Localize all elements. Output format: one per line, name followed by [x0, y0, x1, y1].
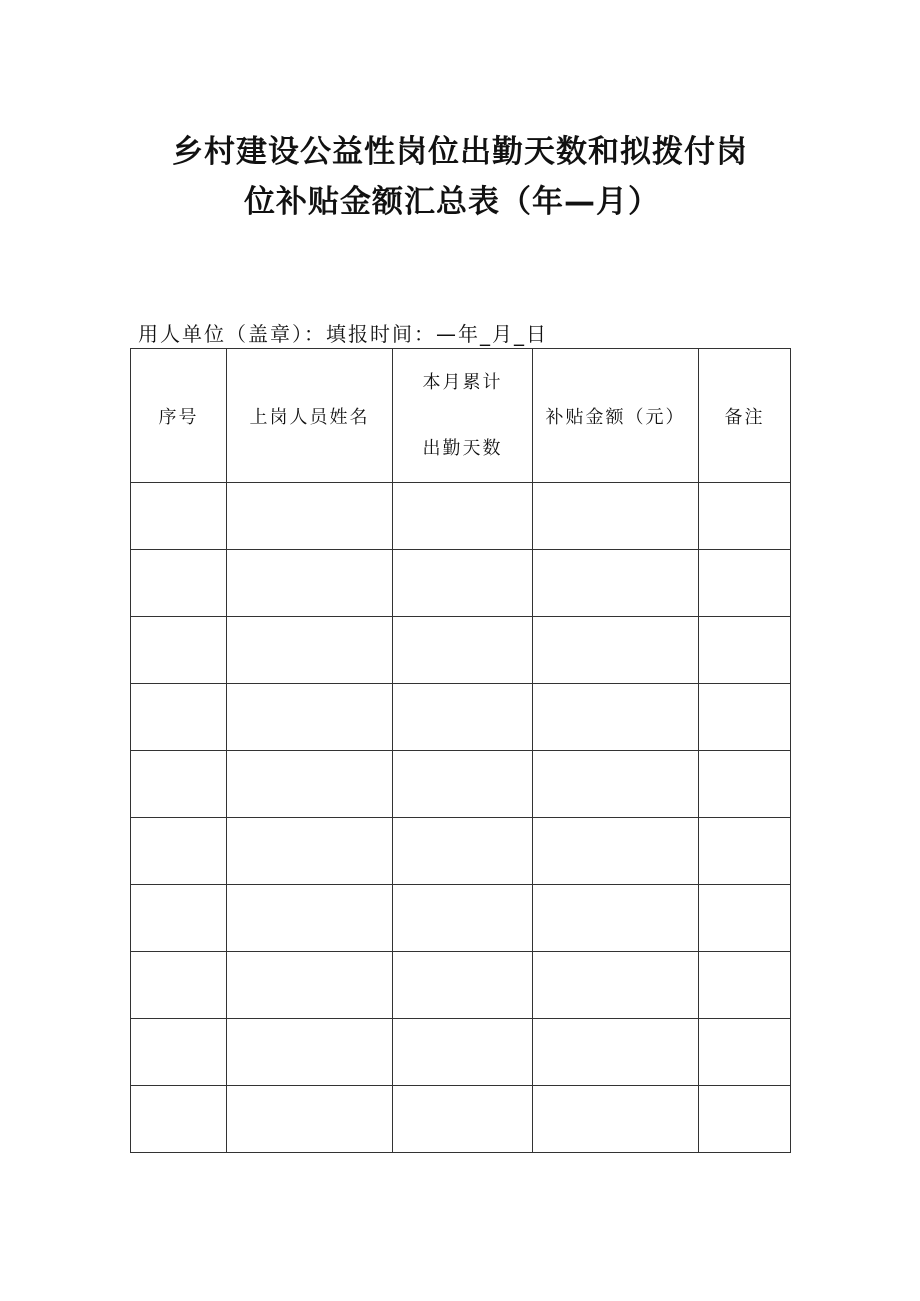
- cell-remarks[interactable]: [699, 1086, 791, 1153]
- header-remarks: 备注: [699, 349, 791, 483]
- table-row: [131, 1086, 791, 1153]
- document-title-line-2: 位补贴金额汇总表（年—月）: [244, 184, 660, 220]
- cell-attendance-days[interactable]: [393, 483, 533, 550]
- cell-name[interactable]: [227, 1019, 393, 1086]
- table-row: [131, 952, 791, 1019]
- cell-name[interactable]: [227, 1086, 393, 1153]
- cell-remarks[interactable]: [699, 684, 791, 751]
- cell-seq[interactable]: [131, 751, 227, 818]
- cell-remarks[interactable]: [699, 751, 791, 818]
- table-row: [131, 1019, 791, 1086]
- cell-attendance-days[interactable]: [393, 684, 533, 751]
- cell-seq[interactable]: [131, 550, 227, 617]
- cell-name[interactable]: [227, 550, 393, 617]
- table-body: [131, 483, 791, 1153]
- cell-name[interactable]: [227, 751, 393, 818]
- cell-attendance-days[interactable]: [393, 751, 533, 818]
- cell-name[interactable]: [227, 952, 393, 1019]
- cell-subsidy-amount[interactable]: [533, 483, 699, 550]
- cell-subsidy-amount[interactable]: [533, 1019, 699, 1086]
- attendance-subsidy-table: [130, 348, 791, 1153]
- table-row: [131, 684, 791, 751]
- cell-name[interactable]: [227, 885, 393, 952]
- cell-subsidy-amount[interactable]: [533, 885, 699, 952]
- cell-remarks[interactable]: [699, 885, 791, 952]
- header-seq: 序号: [131, 349, 227, 483]
- cell-remarks[interactable]: [699, 952, 791, 1019]
- header-subsidy-amount: 补贴金额（元）: [533, 349, 699, 483]
- document-title-line-1: 乡村建设公益性岗位出勤天数和拟拨付岗: [172, 134, 748, 170]
- cell-subsidy-amount[interactable]: [533, 550, 699, 617]
- cell-attendance-days[interactable]: [393, 818, 533, 885]
- cell-seq[interactable]: [131, 818, 227, 885]
- cell-subsidy-amount[interactable]: [533, 1086, 699, 1153]
- cell-subsidy-amount[interactable]: [533, 617, 699, 684]
- table-row: [131, 751, 791, 818]
- cell-seq[interactable]: [131, 1019, 227, 1086]
- cell-subsidy-amount[interactable]: [533, 818, 699, 885]
- cell-attendance-days[interactable]: [393, 1019, 533, 1086]
- cell-attendance-days[interactable]: [393, 952, 533, 1019]
- cell-attendance-days[interactable]: [393, 617, 533, 684]
- cell-name[interactable]: [227, 818, 393, 885]
- cell-remarks[interactable]: [699, 483, 791, 550]
- cell-name[interactable]: [227, 684, 393, 751]
- cell-seq[interactable]: [131, 885, 227, 952]
- table-header-row: [131, 349, 791, 483]
- cell-remarks[interactable]: [699, 818, 791, 885]
- cell-subsidy-amount[interactable]: [533, 952, 699, 1019]
- cell-seq[interactable]: [131, 1086, 227, 1153]
- table-row: [131, 885, 791, 952]
- cell-seq[interactable]: [131, 684, 227, 751]
- cell-remarks[interactable]: [699, 550, 791, 617]
- header-name: 上岗人员姓名: [227, 349, 393, 483]
- cell-subsidy-amount[interactable]: [533, 751, 699, 818]
- cell-name[interactable]: [227, 483, 393, 550]
- table-row: [131, 617, 791, 684]
- table-row: [131, 483, 791, 550]
- cell-remarks[interactable]: [699, 1019, 791, 1086]
- cell-seq[interactable]: [131, 617, 227, 684]
- header-attendance-days: [393, 349, 533, 483]
- table-row: [131, 818, 791, 885]
- cell-remarks[interactable]: [699, 617, 791, 684]
- header-attendance-days-line-2: 出勤天数: [422, 437, 503, 459]
- table-row: [131, 550, 791, 617]
- cell-attendance-days[interactable]: [393, 1086, 533, 1153]
- header-attendance-days-line-1: 本月累计: [422, 371, 503, 393]
- cell-seq[interactable]: [131, 952, 227, 1019]
- cell-subsidy-amount[interactable]: [533, 684, 699, 751]
- cell-name[interactable]: [227, 617, 393, 684]
- cell-attendance-days[interactable]: [393, 550, 533, 617]
- unit-and-date-line: 用人单位（盖章）：填报时间：—年_月_日: [138, 322, 548, 346]
- cell-attendance-days[interactable]: [393, 885, 533, 952]
- cell-seq[interactable]: [131, 483, 227, 550]
